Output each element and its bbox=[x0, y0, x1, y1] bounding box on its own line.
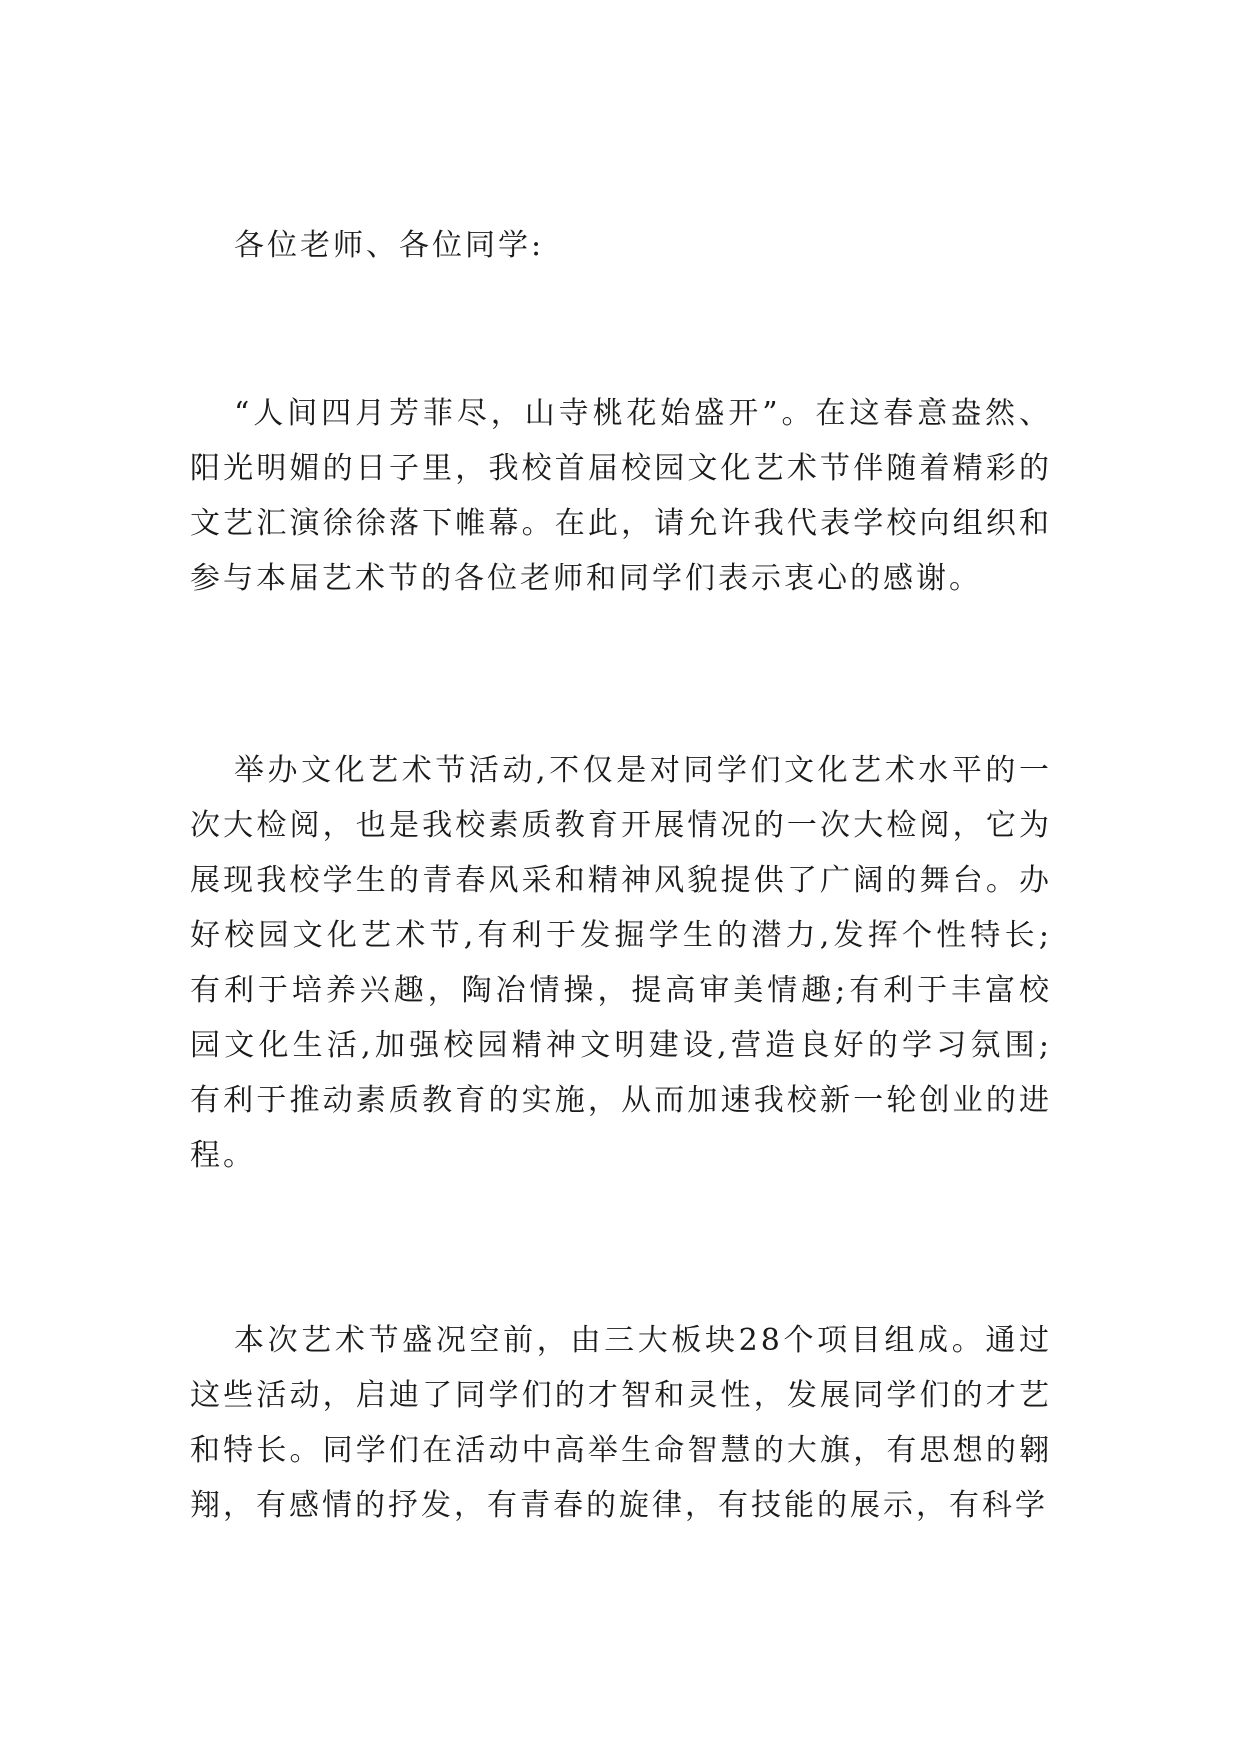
paragraph-activities: 本次艺术节盛况空前，由三大板块28个项目组成。通过这些活动，启迪了同学们的才智和灵性，发展同学们的才艺和特长。同学们在活动中高举生命智慧的大旗，有思想的翱翔，有感情的抒发，有青春的旋律，有技能的展示，有科学 bbox=[190, 1323, 1052, 1523]
paragraph-significance: 举办文化艺术节活动,不仅是对同学们文化艺术水平的一次大检阅，也是我校素质教育开展情况的一次大检阅，它为展现我校学生的青春风采和精神风貌提供了广阔的舞台。办好校园文化艺术节,有利于发掘学生的潜力,发挥个性特长;有利于培养兴趣，陶冶情操，提高审美情趣;有利于丰富校园文化生活,加强校园精神文明建设,营造良好的学习氛围;有利于推动素质教育的实施，从而加速我校新一轮创业的进程。 bbox=[190, 753, 1052, 1173]
salutation: 各位老师、各位同学: bbox=[234, 228, 545, 263]
paragraph-opening: “人间四月芳菲尽，山寺桃花始盛开”。在这春意盎然、阳光明媚的日子里，我校首届校园文化艺术节伴随着精彩的文艺汇演徐徐落下帷幕。在此，请允许我代表学校向组织和参与本届艺术节的各位老师和同学们表示衷心的感谢。 bbox=[190, 396, 1052, 596]
